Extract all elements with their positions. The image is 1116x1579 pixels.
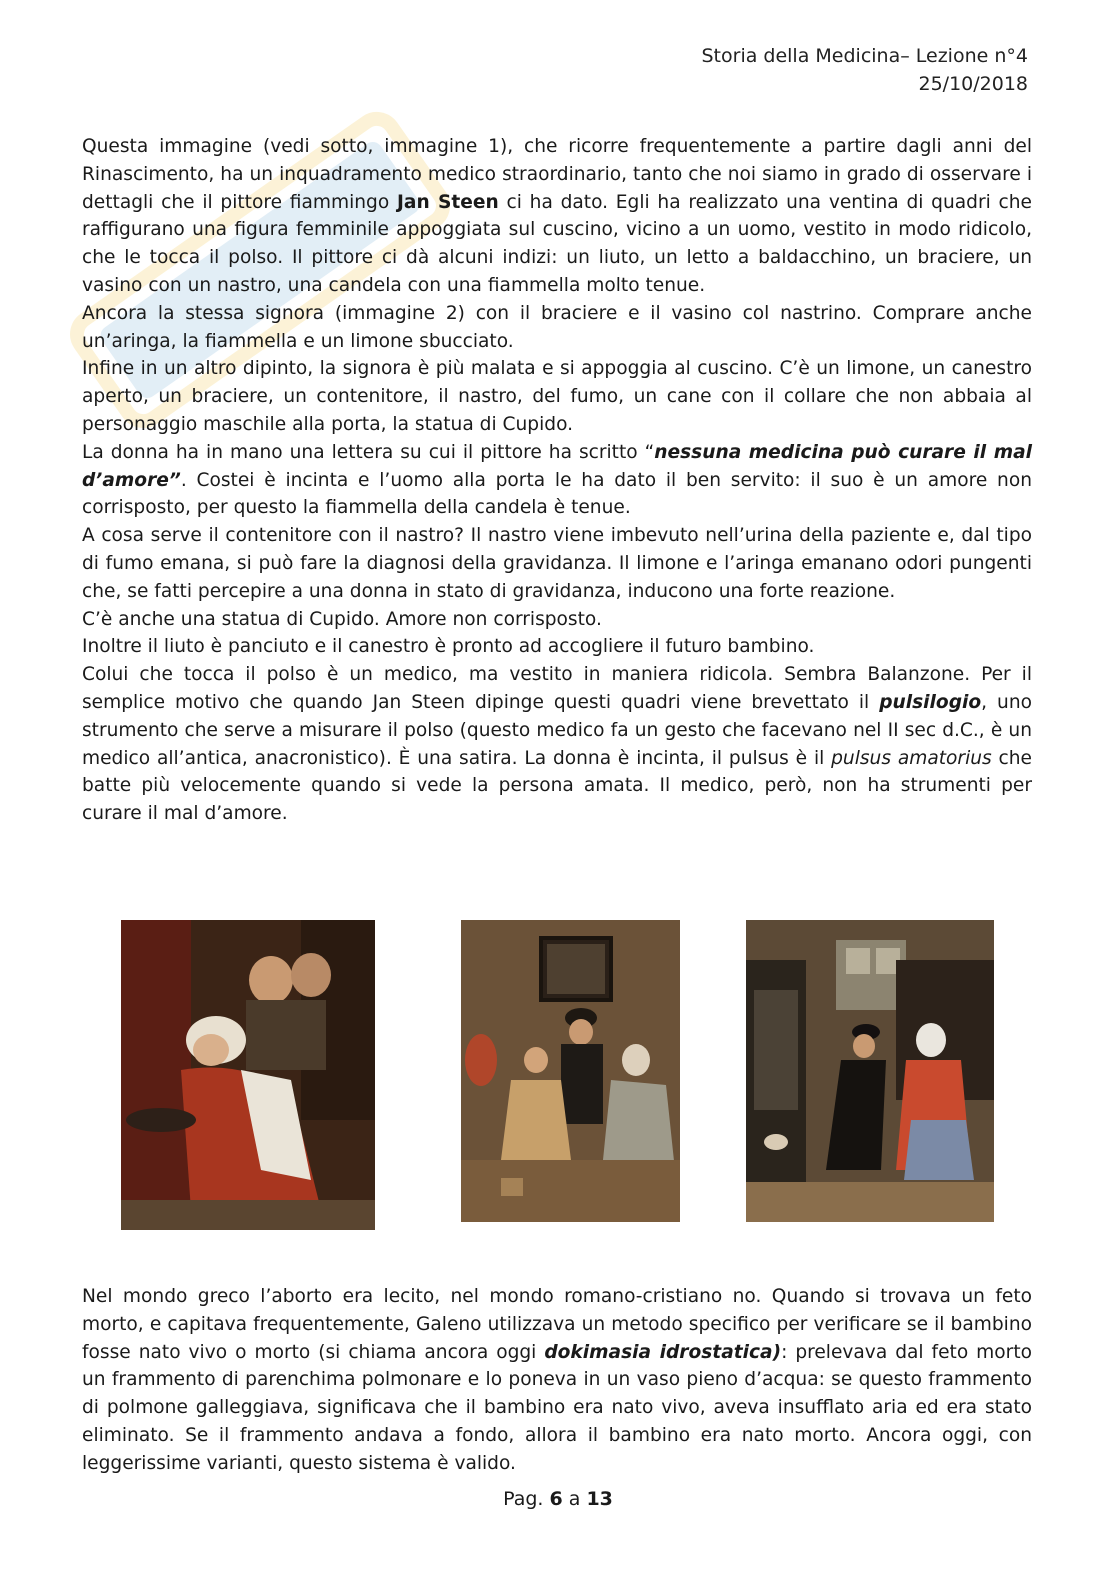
term-latin: pulsus amatorius [831,747,992,769]
page-total: 13 [586,1488,613,1510]
paragraph: C’è anche una statua di Cupido. Amore non corrisposto. [82,608,602,630]
course-title: Storia della Medicina– Lezione n°4 [701,45,1028,67]
paragraph: Ancora la stessa signora (immagine 2) con il braciere e il vasino col nastrino. Comprare anche un’aringa, la fiammella e un limone sbucciato. [82,302,1032,352]
term-pulsilogio: pulsilogio [879,691,982,713]
paragraph: A cosa serve il contenitore con il nastro? Il nastro viene imbevuto nell’urina della paziente e, dal tipo di fumo emana, si può fare la diagnosi della gravidanza. Il limone e l’aringa emanano odori pungenti che, se fatti percepire a una donna in stato di gravidanza, inducono una forte reazione. [82,525,1032,602]
page-header [702,42,1029,98]
paragraph: Nel mondo greco l’aborto era lecito, nel mondo romano-cristiano no. Quando si trovava un feto morto, e capitava frequentemente, Galeno utilizzava un metodo specifico per verificare se il bambino fosse nato vivo o morto (si chiama ancora oggi dokimasia idrostatica): prelevava dal feto morto un frammento di parenchima polmonare e lo poneva in un vaso pieno d’acqua: se questo frammento di polmone galleggiava, significava che il bambino era nato vivo, aveva insufflato aria ed era stato eliminato. Se il frammento andava a fondo, allora il bambino era nato morto. Ancora oggi, con leggerissime varianti, questo sistema è valido. [82,1286,1032,1474]
term-dokimasia: dokimasia idrostatica) [544,1341,782,1363]
paragraph: Questa immagine (vedi sotto, immagine 1), che ricorre frequentemente a partire dagli anni del Rinascimento, ha un inquadramento medico straordinario, tanto che noi siamo in grado di osservare i dettagli che il pittore fiammingo Jan Steen ci ha dato. Egli ha realizzato una ventina di quadri che raffigurano una figura femminile appoggiata sul cuscino, vicino a un uomo, vestito in modo ridicolo, che le tocca il polso. Il pittore ci dà alcuni indizi: un liuto, un letto a baldacchino, un braciere, un vasino con un nastro, una candela con una fiammella molto tenue. [82,136,1032,296]
page-number: 6 [549,1488,563,1510]
paragraph: La donna ha in mano una lettera su cui il pittore ha scritto “nessuna medicina può curare il mal d’amore”. Costei è incinta e l’uomo alla porta le ha dato il ben servito: il suo è un amore non corrisposto, per questo la fiammella della candela è tenue. [82,441,1032,519]
letter-quote: nessuna medicina può curare il mal d’amore” [82,441,1032,491]
paragraph: Infine in un altro dipinto, la signora è più malata e si appoggia al cuscino. C’è un limone, un canestro aperto, un braciere, un contenitore, il nastro, del fumo, un cane con il collare che non abbaia al personaggio maschile alla porta, la statua di Cupido. [82,358,1032,435]
main-text [82,133,1032,828]
second-section [82,1283,1032,1478]
paintings-row [0,920,1116,1232]
painting-1 [121,920,375,1230]
painting-2 [461,920,680,1222]
paragraph: Colui che tocca il polso è un medico, ma vestito in maniera ridicola. Sembra Balanzone. Per il semplice motivo che quando Jan Steen dipinge questi quadri viene brevettato il pulsilogio, uno strumento che serve a misurare il polso (questo medico fa un gesto che facevano nel II sec d.C., è un medico all’antica, anacronistico). È una satira. La donna è incinta, il pulsus è il pulsus amatorius che batte più velocemente quando si vede la persona amata. Il medico, però, non ha strumenti per curare il mal d’amore. [82,664,1032,825]
page-footer: Pag. 6 a 13 [503,1488,613,1510]
lesson-date: 25/10/2018 [918,73,1028,95]
painter-name: Jan Steen [396,191,499,213]
paragraph: Inoltre il liuto è panciuto e il canestro è pronto ad accogliere il futuro bambino. [82,636,815,658]
painting-3 [746,920,994,1222]
